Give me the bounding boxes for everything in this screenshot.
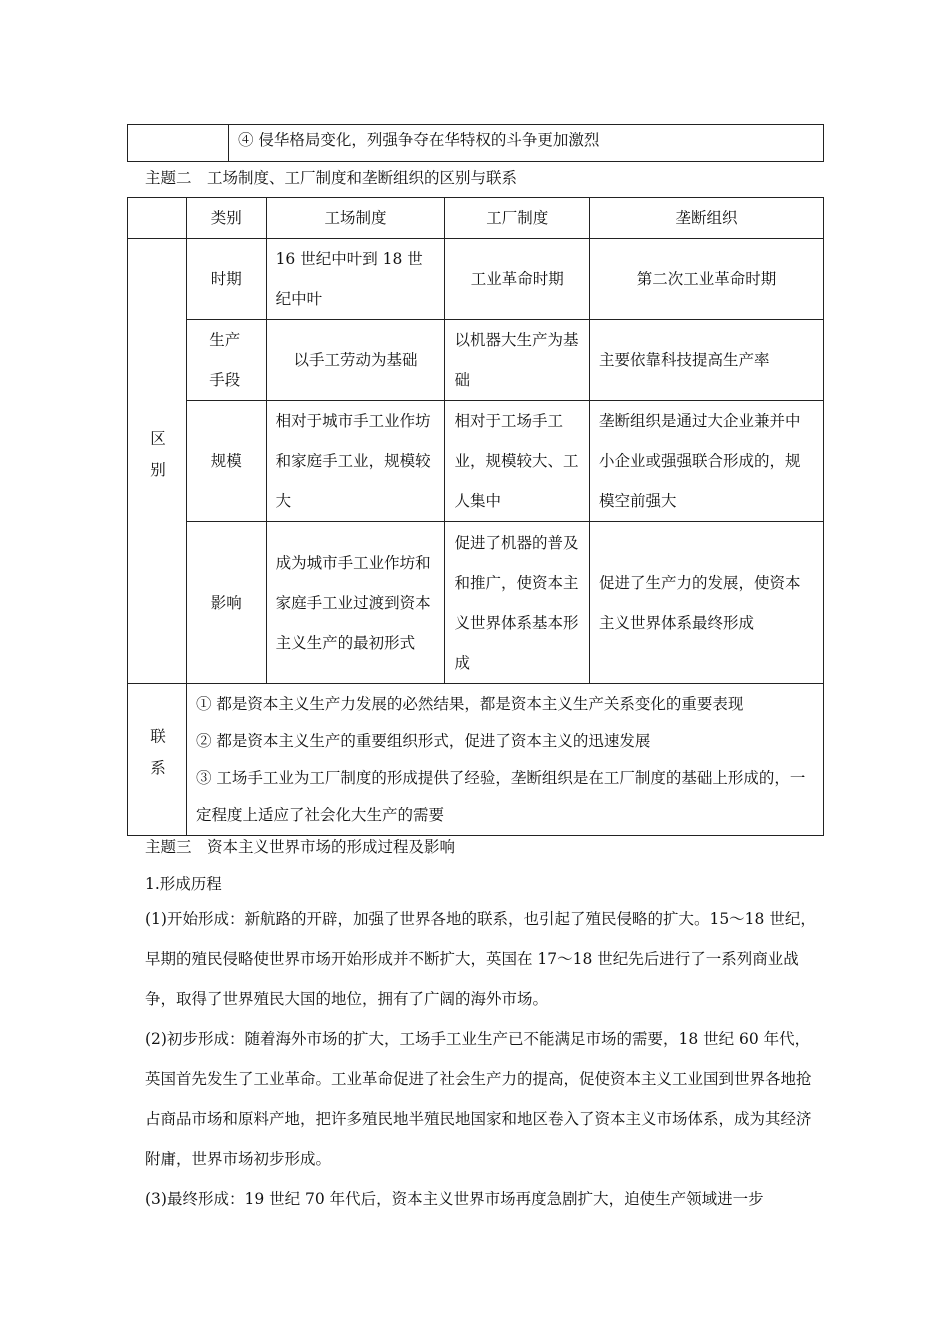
- lianxi-item-2: ② 都是资本主义生产的重要组织形式，促进了资本主义的迅速发展: [196, 731, 651, 750]
- row-label-means: [187, 320, 267, 401]
- scale-workshop: 相对于城市手工业作坊和家庭手工业，规模较大: [266, 401, 445, 522]
- header-workshop: 工场制度: [266, 198, 445, 239]
- lianxi-item-1: ① 都是资本主义生产力发展的必然结果，都是资本主义生产关系变化的重要表现: [196, 694, 744, 713]
- top-table-blank-cell: [128, 125, 229, 162]
- period-monopoly: 第二次工业革命时期: [589, 239, 823, 320]
- topic3-heading: 主题三 资本主义世界市场的形成过程及影响: [145, 838, 456, 856]
- header-blank-cell: [128, 198, 187, 239]
- impact-monopoly: 促进了生产力的发展，使资本主义世界体系最终形成: [589, 522, 823, 684]
- period-factory: 工业革命时期: [445, 239, 589, 320]
- qubie-label: 区别: [148, 429, 166, 493]
- top-table: [127, 124, 824, 162]
- comparison-table: [127, 197, 824, 836]
- header-category: 类别: [187, 198, 267, 239]
- qubie-cell: [128, 239, 187, 684]
- topic3-body: [145, 899, 817, 1219]
- header-monopoly: 垄断组织: [589, 198, 823, 239]
- topic3-subheading: 1.形成历程: [145, 875, 222, 893]
- scale-factory: 相对于工场手工业，规模较大、工人集中: [445, 401, 589, 522]
- paragraph-final-formation: (3)最终形成：19 世纪 70 年代后，资本主义世界市场再度急剧扩大，迫使生产领域进一步: [145, 1190, 764, 1208]
- row-label-scale: 规模: [187, 401, 267, 522]
- means-factory: 以机器大生产为基础: [445, 320, 589, 401]
- header-factory: 工厂制度: [445, 198, 589, 239]
- paragraph-preliminary-formation: (2)初步形成：随着海外市场的扩大，工场手工业生产已不能满足市场的需要，18 世纪 60 年代，英国首先发生了工业革命。工业革命促进了社会生产力的提高，促使资本主义工业国到世界各地抢占商品市场和原料产地，把许多殖民地半殖民地国家和地区卷入了资本主义市场体系，成为其经济附庸，世界市场初步形成。: [145, 1030, 812, 1168]
- lianxi-content: [187, 684, 824, 836]
- lianxi-label: 联系: [148, 728, 166, 791]
- scale-monopoly: 垄断组织是通过大企业兼并中小企业或强强联合形成的，规模空前强大: [589, 401, 823, 522]
- period-workshop: 16 世纪中叶到 18 世纪中叶: [266, 239, 445, 320]
- topic2-heading: 主题二 工场制度、工厂制度和垄断组织的区别与联系: [145, 169, 518, 187]
- row-label-impact: 影响: [187, 522, 267, 684]
- impact-factory: 促进了机器的普及和推广，使资本主义世界体系基本形成: [445, 522, 589, 684]
- top-table-row4-text: ④ 侵华格局变化，列强争夺在华特权的斗争更加激烈: [229, 125, 824, 162]
- lianxi-item-3: ③ 工场手工业为工厂制度的形成提供了经验，垄断组织是在工厂制度的基础上形成的，一定程度上适应了社会化大生产的需要: [196, 768, 806, 824]
- paragraph-initial-formation: (1)开始形成：新航路的开辟，加强了世界各地的联系，也引起了殖民侵略的扩大。15～18 世纪，早期的殖民侵略使世界市场开始形成并不断扩大，英国在 17～18 世纪先后进行了一系列商业战争，取得了世界殖民大国的地位，拥有了广阔的海外市场。: [145, 910, 816, 1008]
- row-label-period: 时期: [187, 239, 267, 320]
- impact-workshop: 成为城市手工业作坊和家庭手工业过渡到资本主义生产的最初形式: [266, 522, 445, 684]
- means-monopoly: 主要依靠科技提高生产率: [589, 320, 823, 401]
- row-label-means-text: 生产手段: [209, 331, 241, 389]
- lianxi-cell: [128, 684, 187, 836]
- means-workshop: 以手工劳动为基础: [266, 320, 445, 401]
